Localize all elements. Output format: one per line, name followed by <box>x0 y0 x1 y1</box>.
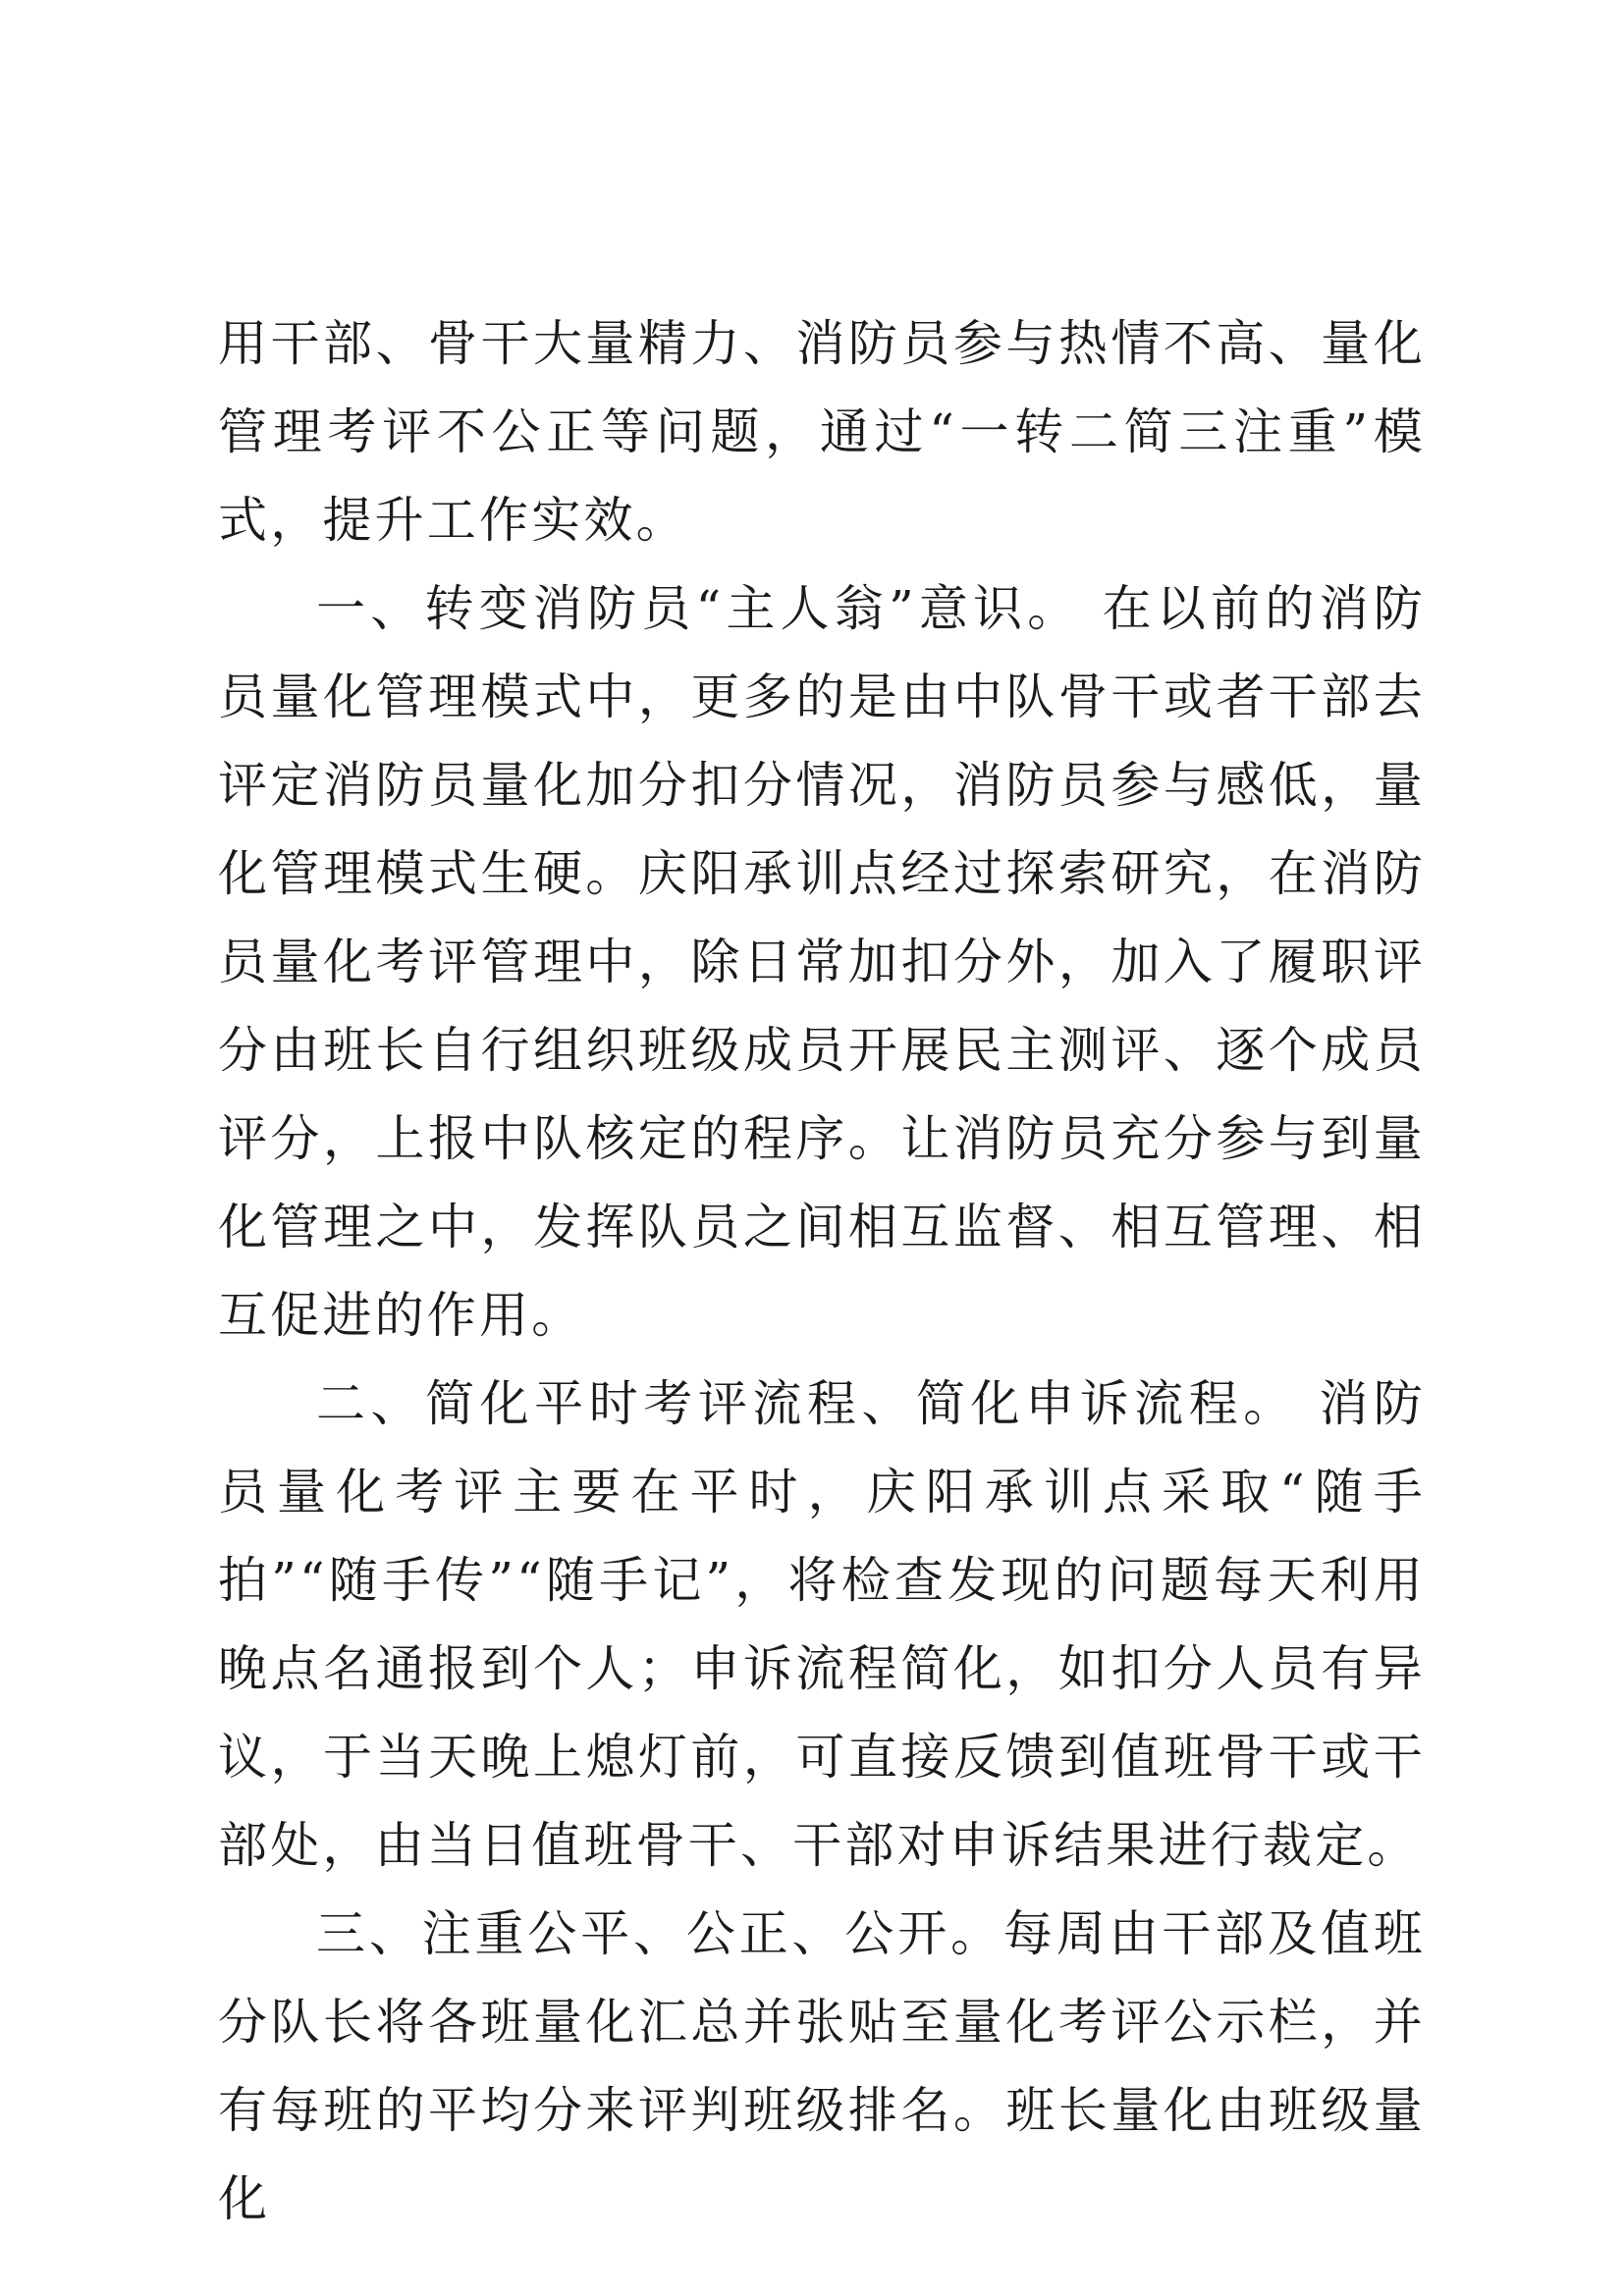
document-body <box>218 299 1426 2243</box>
paragraph-section-two: 二、简化平时考评流程、简化申诉流程。 消防员量化考评主要在平时，庆阳承训点采取“随手拍”“随手传”“随手记”，将检查发现的问题每天利用晚点名通报到个人；申诉流程简化，如扣分人员有异议，于当天晚上熄灯前，可直接反馈到值班骨干或干部处，由当日值班骨干、干部对申诉结果进行裁定。 <box>218 1375 1426 1874</box>
paragraph-intro-continuation: 用干部、骨干大量精力、消防员参与热情不高、量化管理考评不公正等问题，通过“一转二简三注重”模式，提升工作实效。 <box>218 315 1426 549</box>
paragraph-section-three: 三、注重公平、公正、公开。每周由干部及值班分队长将各班量化汇总并张贴至量化考评公示栏，并有每班的平均分来评判班级排名。班长量化由班级量化 <box>218 1905 1426 2227</box>
paragraph-section-one: 一、转变消防员“主人翁”意识。 在以前的消防员量化管理模式中，更多的是由中队骨干或者干部去评定消防员量化加分扣分情况，消防员参与感低，量化管理模式生硬。庆阳承训点经过探索研究，在消防员量化考评管理中，除日常加扣分外，加入了履职评分由班长自行组织班级成员开展民主测评、逐个成员评分，上报中队核定的程序。让消防员充分参与到量化管理之中，发挥队员之间相互监督、相互管理、相互促进的作用。 <box>218 580 1426 1344</box>
